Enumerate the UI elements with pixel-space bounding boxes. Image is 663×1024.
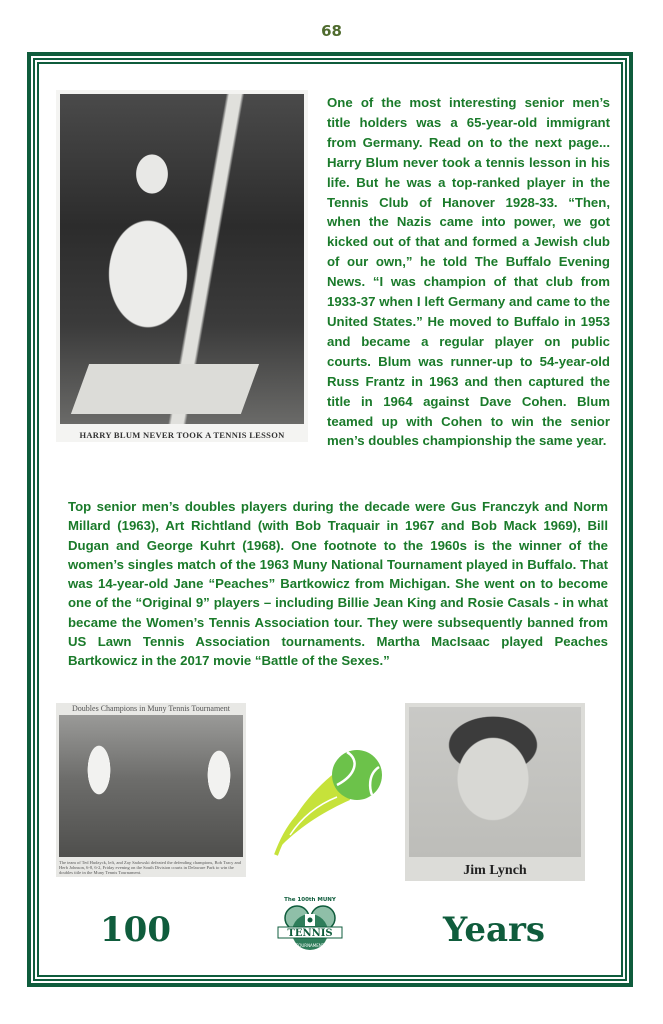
harry-blum-photo: [56, 90, 308, 442]
muny-tennis-logo: [270, 894, 350, 958]
doubles-champions-photo: [56, 703, 246, 877]
harry-blum-image: [60, 94, 304, 424]
footer-years: Years: [443, 910, 546, 950]
logo-ball-dot: [308, 918, 313, 923]
logo-top-text: The 100th MUNY: [284, 897, 336, 903]
page-number: 68: [321, 22, 342, 40]
jim-lynch-image: [409, 707, 581, 857]
ball-body: [332, 750, 382, 800]
doubles-photo-headline: Doubles Champions in Muny Tennis Tournament: [72, 704, 230, 713]
open-book-shape: [71, 364, 259, 414]
harry-blum-caption: HARRY BLUM NEVER TOOK A TENNIS LESSON: [79, 430, 285, 440]
logo-main-text: TENNIS: [287, 928, 333, 939]
logo-bottom-text: TOURNAMENT: [295, 943, 325, 948]
article-paragraph-doubles: Top senior men’s doubles players during the decade were Gus Franczyk and Norm Millard (1963), Art Richtland (with Bob Traquair in 1967 and Bob Mack 1969), Bill Dugan and George Kuhrt (1968). One footnote to the 1960s is the winner of the women’s singles match of the 1963 Muny National Tournament played in Buffalo. That was 14-year-old Jane “Peaches” Bartkowicz from Michigan. She went on to become one of the “Original 9” players – including Billie Jean King and Rosie Casals - in what became the Women’s Tennis Association tour. They were subsequently banned from US Lawn Tennis Association tournaments. Martha MacIsaac played Peaches Bartkowicz in the 2017 movie “Battle of the Sexes.”: [68, 499, 608, 669]
tennis-ball-icon: [272, 745, 387, 860]
jim-lynch-photo: [405, 703, 585, 881]
article-paragraph-blum: One of the most interesting senior men’s title holders was a 65-year-old immigrant from Germany. Read on to the next page... Harry Blum never took a tennis lesson in his life. But he was a top-ranked player in the Tennis Club of Hanover 1928-33. “Then, when the Nazis came into power, we got kicked out of that and formed a Jewish club of our own,” he told The Buffalo Evening News. “I was champion of that club from 1933-37 when I left Germany and came to the United States.” He moved to Buffalo in 1953 and became a regular player on public courts. Blum was runner-up to 54-year-old Russ Frantz in 1963 and then captured the title in 1964 against Dave Cohen. Blum teamed up with Cohen to win the senior men’s doubles championship the same year.: [327, 95, 610, 449]
doubles-photo-caption: The team of Ted Hudzyck, left, and Zay Sadowski defeated the defending champions, Bob Tracy and Herb Johnson, 6-8, 6-2, Friday evening on the South Division courts in Delaware Park to win the doubles title in the Muny Tennis Tournament.: [59, 860, 242, 875]
doubles-champions-image: [59, 715, 243, 857]
footer-number-100: 100: [100, 910, 171, 950]
jim-lynch-caption: Jim Lynch: [463, 863, 527, 878]
